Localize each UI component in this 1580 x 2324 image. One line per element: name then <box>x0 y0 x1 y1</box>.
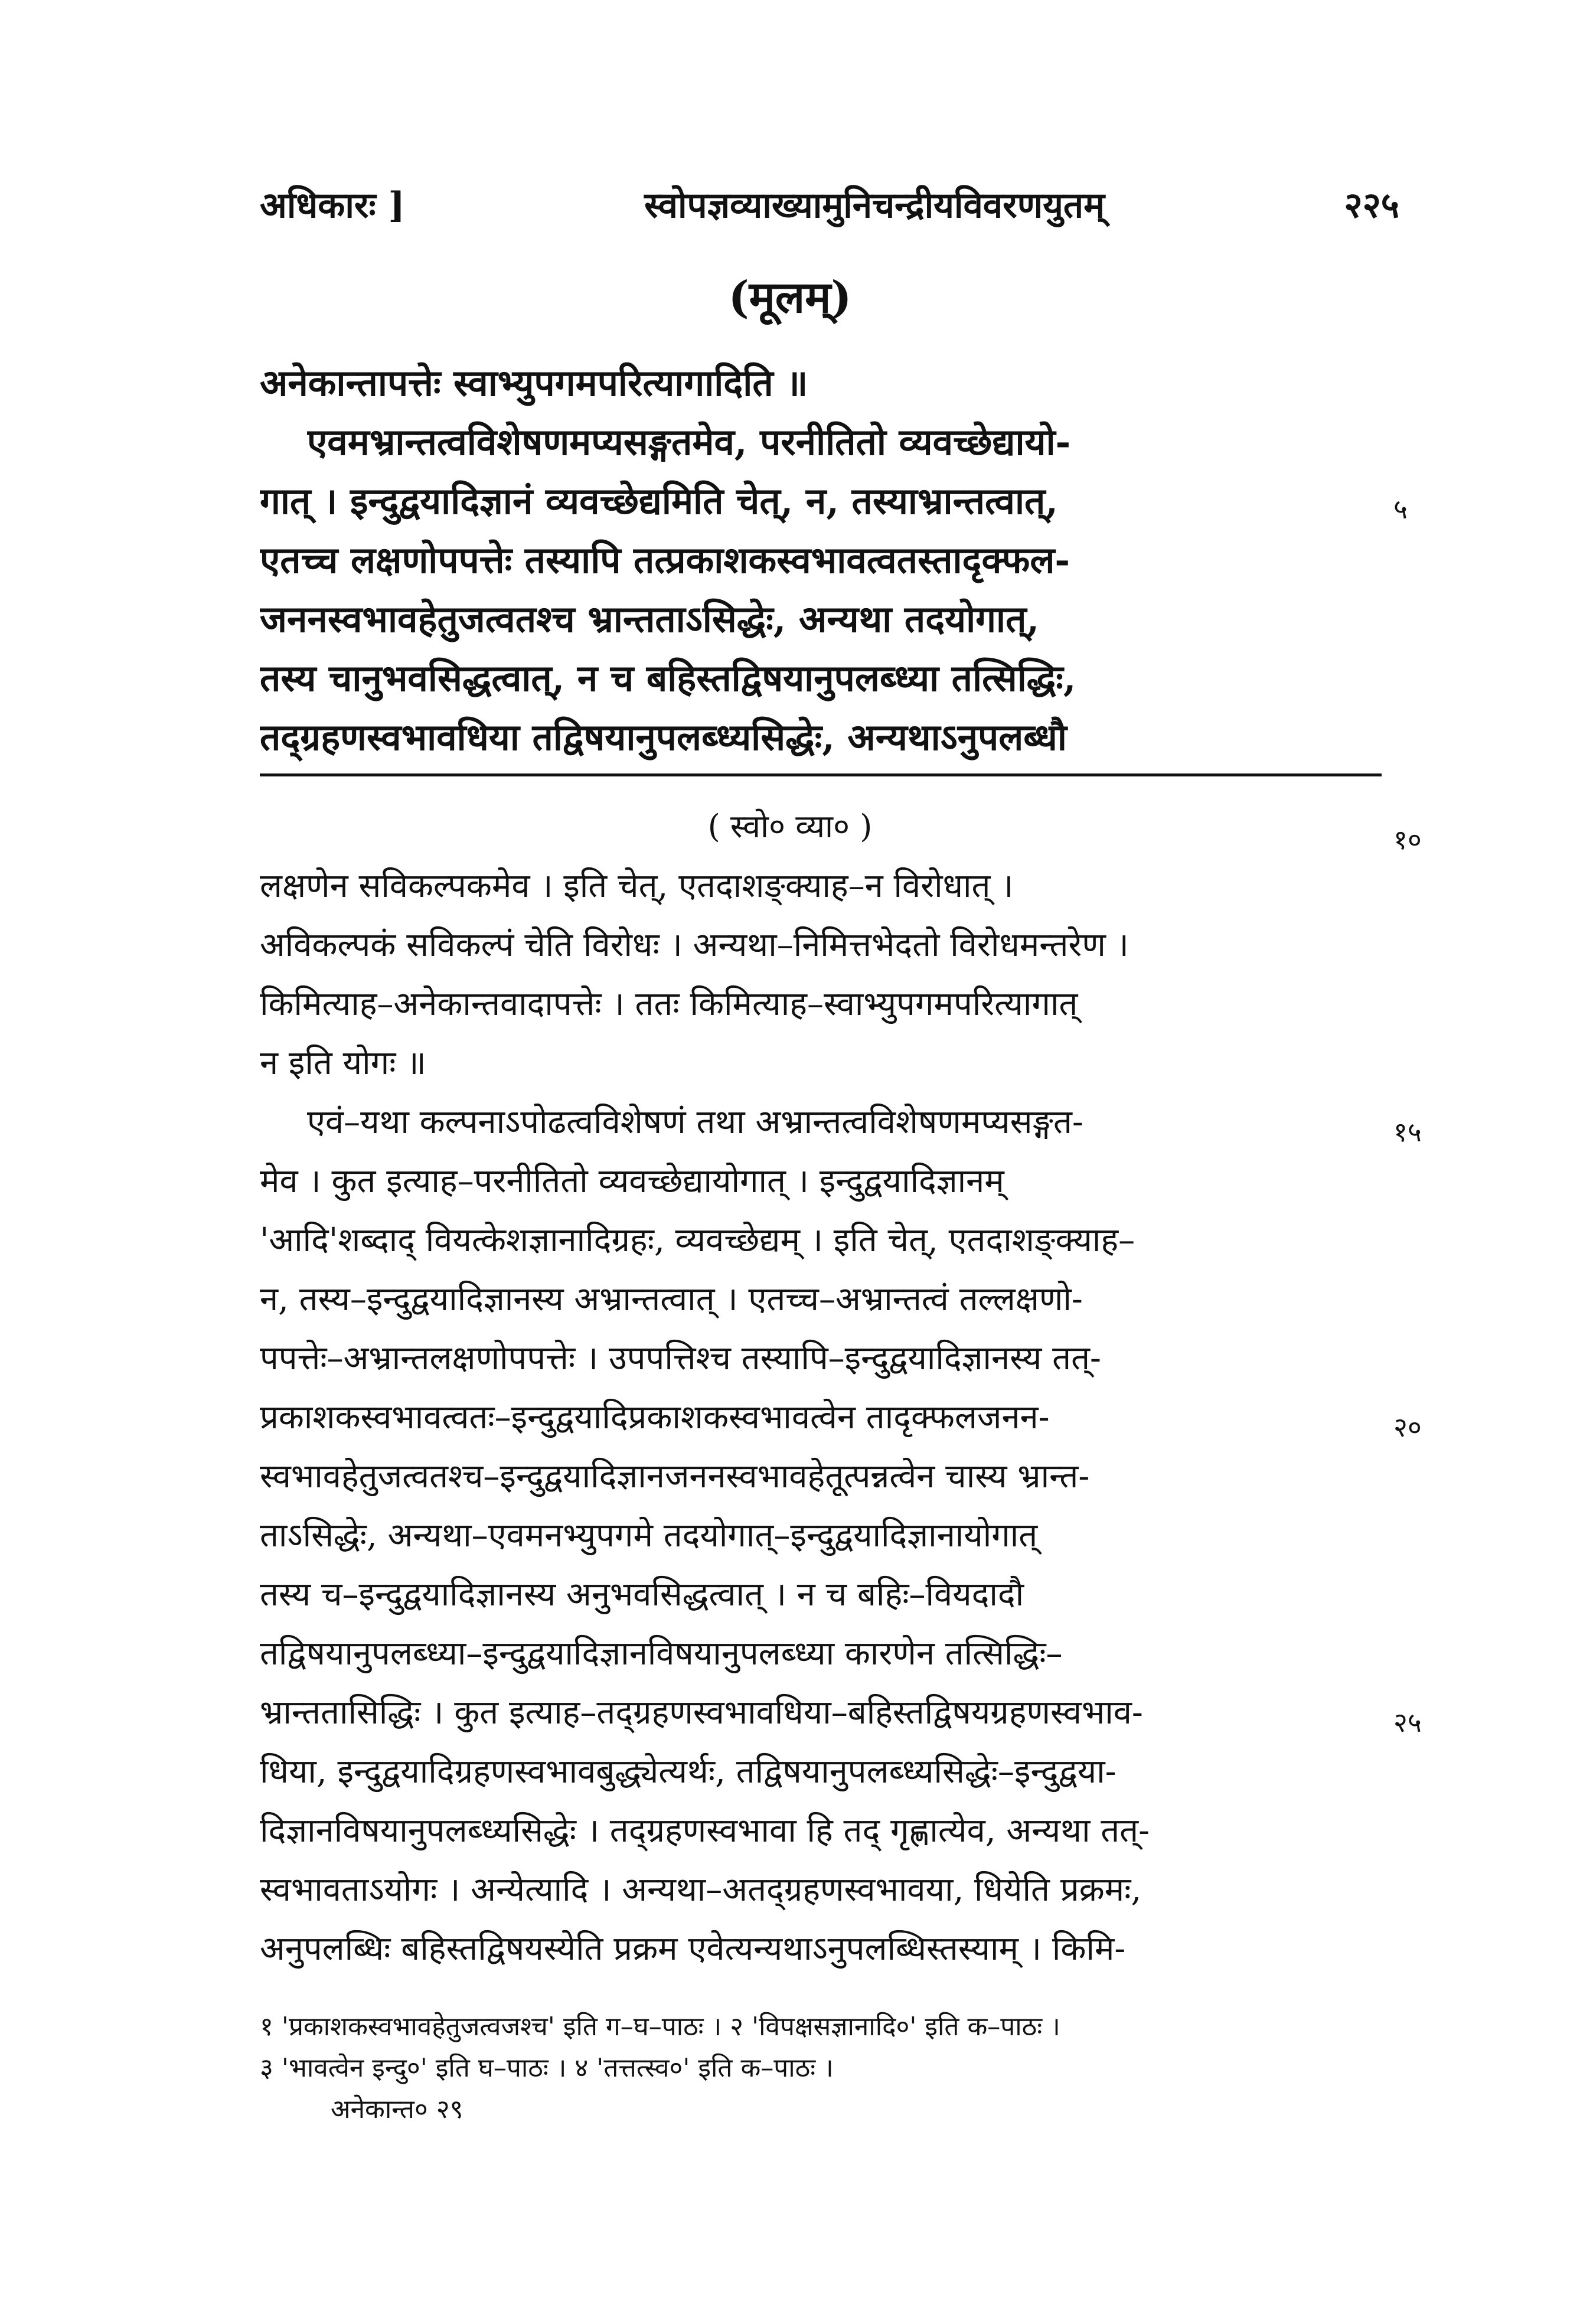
line-number: १० <box>1393 824 1422 856</box>
mulam-line: गात् । इन्दुद्वयादिज्ञानं व्यवच्छेद्यमिति चेत्, न, तस्याभ्रान्तत्वात्, <box>260 479 1058 523</box>
commentary-line: स्वभावहेतुजत्वतश्च–इन्दुद्वयादिज्ञानजननस्वभावहेतूत्पन्नत्वेन चास्य भ्रान्त- <box>260 1457 1090 1496</box>
commentary-line: न इति योगः ॥ <box>260 1044 426 1082</box>
mulam-line: जननस्वभावहेतुजत्वतश्च भ्रान्तताऽसिद्धेः, अन्यथा तदयोगात्, <box>260 598 1040 641</box>
commentary-line: 'आदि'शब्दाद् वियत्केशज्ञानादिग्रहः, व्यवच्छेद्यम् । इति चेत्, एतदाशङ्क्याह– <box>260 1221 1135 1259</box>
commentary-line: प्रकाशकस्वभावत्वतः–इन्दुद्वयादिप्रकाशकस्वभावत्वेन तादृक्फलजनन- <box>260 1398 1050 1437</box>
mulam-line: एतच्च लक्षणोपपत्तेः तस्यापि तत्प्रकाशकस्वभावत्वतस्तादृक्फल- <box>260 538 1070 582</box>
commentary-line: पपत्तेः–अभ्रान्तलक्षणोपपत्तेः । उपपत्तिश्च तस्यापि–इन्दुद्वयादिज्ञानस्य तत्- <box>260 1339 1101 1378</box>
header-left: अधिकारः ] <box>260 185 405 226</box>
mulam-line: तस्य चानुभवसिद्धत्वात्, न च बहिस्तद्विषयानुपलब्ध्या तत्सिद्धिः, <box>260 657 1076 700</box>
page-number: २२५ <box>1344 185 1399 226</box>
commentary-line: ताऽसिद्धेः, अन्यथा–एवमनभ्युपगमे तदयोगात्–इन्दुद्वयादिज्ञानायोगात् <box>260 1516 1038 1555</box>
commentary-line: तस्य च–इन्दुद्वयादिज्ञानस्य अनुभवसिद्धत्वात् । न च बहिः–वियदादौ <box>260 1575 1024 1614</box>
footnote-line: ३ 'भावत्वेन इन्दु०' इति घ–पाठः । ४ 'तत्तत्स्व०' इति क–पाठः । <box>260 2053 834 2083</box>
mulam-heading: (मूलम्) <box>728 272 852 323</box>
mulam-line: तद्ग्रहणस्वभावधिया तद्विषयानुपलब्ध्यसिद्धेः, अन्यथाऽनुपलब्धौ <box>260 716 1067 759</box>
commentary-line: अनुपलब्धिः बहिस्तद्विषयस्येति प्रक्रम एवेत्यन्यथाऽनुपलब्धिस्तस्याम् । किमि- <box>260 1930 1126 1968</box>
commentary-line: किमित्याह–अनेकान्तवादापत्तेः । ततः किमित्याह–स्वाभ्युपगमपरित्यागात् <box>260 985 1078 1023</box>
line-number: ५ <box>1393 493 1408 525</box>
running-header <box>260 171 1399 236</box>
commentary-line: भ्रान्ततासिद्धिः । कुत इत्याह–तद्ग्रहणस्वभावधिया–बहिस्तद्विषयग्रहणस्वभाव- <box>260 1693 1143 1732</box>
commentary-line: अविकल्पकं सविकल्पं चेति विरोधः । अन्यथा–निमित्तभेदतो विरोधमन्तरेण । <box>260 926 1129 964</box>
mulam-line: अनेकान्तापत्तेः स्वाभ्युपगमपरित्यागादिति ॥ <box>260 361 808 404</box>
header-title: स्वोपज्ञव्याख्यामुनिचन्द्रीयविवरणयुतम् <box>644 185 1105 226</box>
commentary-line: धिया, इन्दुद्वयादिग्रहणस्वभावबुद्ध्येत्यर्थः, तद्विषयानुपलब्ध्यसिद्धेः–इन्दुद्वया- <box>260 1752 1117 1791</box>
line-number: २० <box>1393 1411 1422 1443</box>
commentary-line: न, तस्य–इन्दुद्वयादिज्ञानस्य अभ्रान्तत्वात् । एतच्च–अभ्रान्तत्वं तल्लक्षणो- <box>260 1280 1083 1318</box>
footnote-line: १ 'प्रकाशकस्वभावहेतुजत्वजश्च' इति ग–घ–पाठः । २ 'विपक्षसज्ञानादि०' इति क–पाठः । <box>260 2012 1060 2042</box>
commentary-line: दिज्ञानविषयानुपलब्ध्यसिद्धेः । तद्ग्रहणस्वभावा हि तद् गृह्णात्येव, अन्यथा तत्- <box>260 1811 1150 1850</box>
signature-mark: अनेकान्त० २९ <box>331 2094 463 2124</box>
commentary-line: एवं–यथा कल्पनाऽपोढत्वविशेषणं तथा अभ्रान्तत्वविशेषणमप्यसङ्गत- <box>307 1103 1083 1141</box>
commentary-line: स्वभावताऽयोगः । अन्येत्यादि । अन्यथा–अतद्ग्रहणस्वभावया, धियेति प्रक्रमः, <box>260 1871 1142 1909</box>
commentary-line: तद्विषयानुपलब्ध्या–इन्दुद्वयादिज्ञानविषयानुपलब्ध्या कारणेन तत्सिद्धिः– <box>260 1634 1063 1673</box>
commentary-line: मेव । कुत इत्याह–परनीतितो व्यवच्छेद्यायोगात् । इन्दुद्वयादिज्ञानम् <box>260 1162 1004 1200</box>
commentary-heading: ( स्वो० व्या० ) <box>707 808 873 845</box>
section-divider <box>260 773 1382 776</box>
mulam-line: एवमभ्रान्तत्वविशेषणमप्यसङ्गतमेव, परनीतितो व्यवच्छेद्यायो- <box>307 420 1071 464</box>
commentary-line: लक्षणेन सविकल्पकमेव । इति चेत्, एतदाशङ्क्याह–न विरोधात् । <box>260 867 1014 905</box>
line-number: २५ <box>1393 1706 1422 1738</box>
line-number: १५ <box>1393 1116 1422 1148</box>
